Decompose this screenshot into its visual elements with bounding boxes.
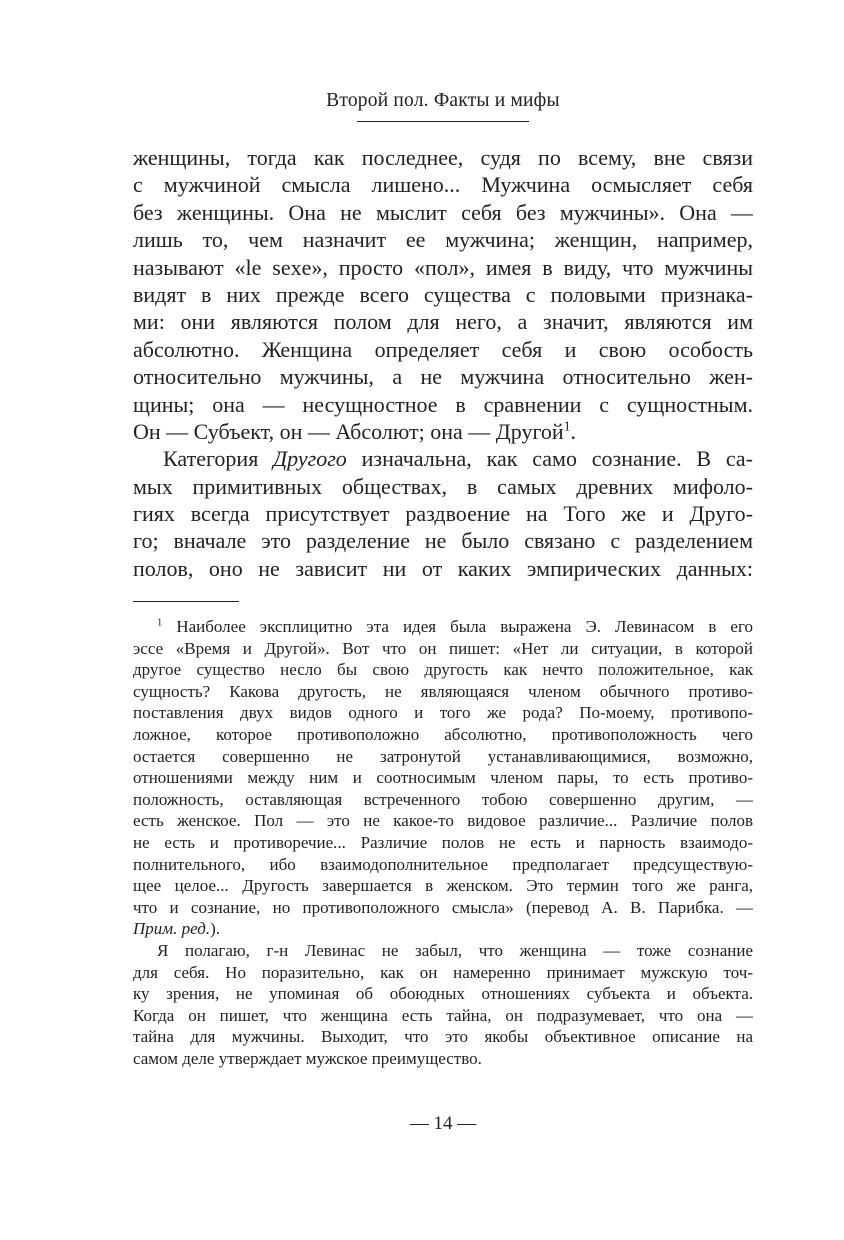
text-line: без женщины. Она не мыслит себя без мужчины». Она —: [133, 199, 753, 225]
text-line: остается совершенно не затронутой устанавливающимися, возможно,: [133, 746, 753, 766]
text-line: относительно мужчины, а не мужчина относительно жен-: [133, 364, 753, 390]
text-line: сущность? Какова другость, не являющаяся членом обычного противо-: [133, 681, 753, 701]
text-line: женщины, тогда как последнее, судя по всему, вне связи: [133, 145, 753, 170]
text-line: с мужчиной смысла лишено... Мужчина осмысляет себя: [133, 172, 753, 198]
text-line: называют «le sexe», просто «пол», имея в виду, что мужчины: [133, 254, 753, 280]
text-line: не есть и противоречие... Различие полов не есть и парность взаимодо-: [133, 832, 753, 852]
footnote-separator: [133, 601, 239, 602]
text-line: полнительного, ибо взаимодополнительное предполагает предсуществую-: [133, 854, 753, 874]
text-line: Когда он пишет, что женщина есть тайна, он подразумевает, что она —: [133, 1005, 753, 1025]
text-line: есть женское. Пол — это не какое-то видовое различие... Различие полов: [133, 811, 753, 831]
running-head-rule: [357, 121, 529, 122]
text-line: абсолютно. Женщина определяет себя и свою особость: [133, 336, 753, 362]
footnote-marker: 1: [157, 617, 163, 629]
text-line: полов, оно не зависит ни от каких эмпирических данных:: [133, 555, 753, 581]
footnote-text: [133, 616, 753, 1069]
text-line: ку зрения, не упоминая об обоюдных отношениях субъекта и объекта.: [133, 984, 753, 1004]
text-line: что и сознание, но противоположного смысла» (перевод А. В. Парибка. —: [133, 897, 753, 917]
text-line: ложное, которое противоположно абсолютно, противоположность чего: [133, 724, 753, 744]
text-line: отношениями между ним и соотносимым членом пары, то есть противо-: [133, 768, 753, 788]
text-line: лишь то, чем назначит ее мужчина; женщин, например,: [133, 227, 753, 253]
text-line: мых примитивных обществах, в самых древних мифоло-: [133, 473, 753, 499]
text-line: Категория Другого изначальна, как само сознание. В са-: [163, 446, 753, 472]
text-line: гиях всегда присутствует раздвоение на Того же и Друго-: [133, 501, 753, 527]
text-line: щее целое... Другость завершается в женском. Это термин того же ранга,: [133, 876, 753, 896]
text-line: поставления двух видов одного и того же рода? По-моему, противопо-: [133, 703, 753, 723]
text-line: тайна для мужчины. Выходит, что это якобы объективное описание на: [133, 1027, 753, 1047]
text-line: ми: они являются полом для него, а значит, являются им: [133, 309, 753, 335]
text-line: самом деле утверждает мужское преимущество.: [133, 1048, 482, 1068]
text-line: положность, оставляющая встреченного тобою совершенно другим, —: [133, 789, 753, 809]
text-line: щины; она — несущностное в сравнении с сущностным.: [133, 391, 753, 417]
body-text: [133, 144, 753, 582]
emphasis-text: Другого: [273, 446, 347, 472]
emphasis-text: Прим. ред.: [133, 919, 211, 939]
text-line: видят в них прежде всего существа с половыми признака-: [133, 281, 753, 307]
footnote-marker: 1: [563, 418, 571, 434]
text-line: для себя. Но поразительно, как он намеренно принимает мужскую точ-: [133, 962, 753, 982]
text-line: $^1$ Наиболее эксплицитно эта идея была выражена Э. Левинасом в его: [157, 617, 753, 636]
text-line: эссе «Время и Другой». Вот что он пишет: «Нет ли ситуации, в которой: [133, 638, 753, 658]
text-line: Он — Субъект, он — Абсолют; она — Другой$^1$.: [133, 418, 577, 444]
page-number: — 14 —: [409, 1113, 477, 1134]
text-line: другое существо несло бы свою другость как нечто положительное, как: [133, 660, 753, 680]
running-head: [133, 90, 753, 122]
text-line: Прим. ред.).: [133, 919, 221, 939]
running-head-title: Второй пол. Факты и мифы: [326, 90, 560, 111]
text-line: го; вначале это разделение не было связано с разделением: [133, 528, 753, 554]
text-line: Я полагаю, г-н Левинас не забыл, что женщина — тоже сознание: [157, 940, 753, 960]
